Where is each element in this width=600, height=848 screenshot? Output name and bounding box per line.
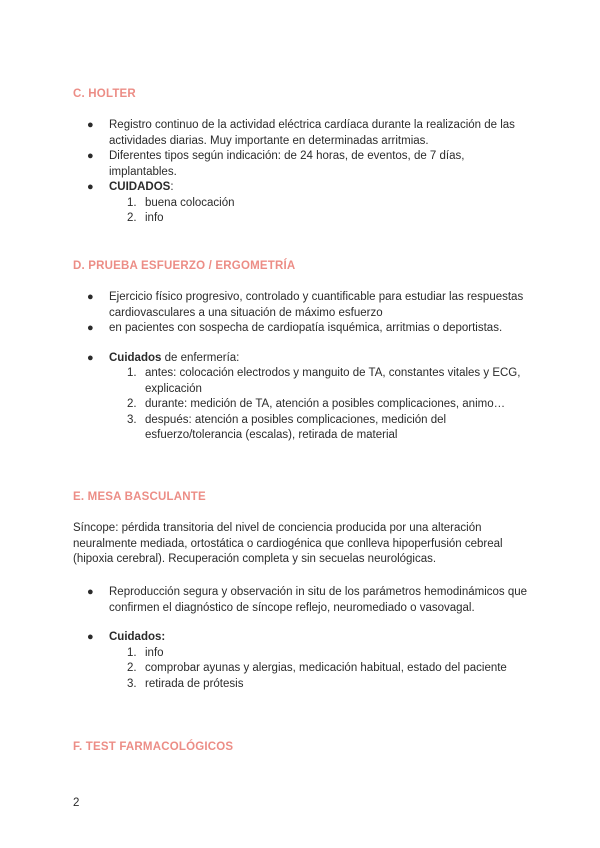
bullet-marker: ● bbox=[87, 351, 94, 364]
list-item: ● en pacientes con sospecha de cardiopatía isquémica, arritmias o deportistas. bbox=[73, 321, 533, 337]
section-heading-farmaco: F. TEST FARMACOLÓGICOS bbox=[73, 741, 234, 753]
list-item: 2. info bbox=[127, 212, 164, 224]
page-number: 2 bbox=[73, 797, 80, 809]
list-item: 2. durante: medición de TA, atención a posibles complicaciones, animo… bbox=[127, 398, 506, 410]
mesa-bullet-list bbox=[73, 585, 533, 692]
list-item: ● Ejercicio físico progresivo, controlado y cuantificable para estudiar las respuestas cardiovasculares a una situación de máximo esfuerzo bbox=[87, 291, 524, 319]
care-label: Cuidados: bbox=[109, 631, 166, 643]
care-label: Cuidados bbox=[109, 351, 162, 364]
list-item: 3. después: atención a posibles complicaciones, medición del esfuerzo/tolerancia (escalas), retirada de material bbox=[127, 413, 447, 441]
esfuerzo-care-list bbox=[109, 366, 533, 444]
list-item: 1. buena colocación bbox=[127, 196, 235, 209]
holter-bullet-list bbox=[73, 118, 533, 227]
list-item: ● Cuidados de enfermería: 1. antes: colocación electrodos y manguito de TA, constantes vitales y ECG, explicación 2. durante: medición de TA, atención a posibles complicaciones, animo… 3. después: atención a posibles complicaciones, medición del esfuerzo/tolerancia (escalas), retirada de material bbox=[73, 351, 533, 444]
syncope-definition: Síncope: pérdida transitoria del nivel de conciencia producida por una alteración neuralmente mediada, ortostática o cardiogénica que conlleva hipoperfusión cebreal (hipoxia cerebral). Recuperación completa y sin secuelas neurológicas. bbox=[73, 522, 503, 565]
list-item: ● Diferentes tipos según indicación: de 24 horas, de eventos, de 7 días, implantables. bbox=[87, 150, 465, 178]
bullet-marker: ● bbox=[87, 119, 94, 131]
list-item: 1. info bbox=[127, 646, 164, 659]
list-item: ● CUIDADOS: 1. buena colocación 2. info bbox=[73, 180, 533, 227]
spacer bbox=[73, 337, 533, 351]
bullet-marker: ● bbox=[87, 631, 94, 643]
list-item: 2. comprobar ayunas y alergias, medicación habitual, estado del paciente bbox=[127, 662, 507, 674]
mesa-care-list bbox=[109, 646, 533, 693]
esfuerzo-bullet-list bbox=[73, 290, 533, 444]
list-item: ● Reproducción segura y observación in situ de los parámetros hemodinámicos que confirmen el diagnóstico de síncope reflejo, neuromediado o vasovagal. bbox=[87, 586, 528, 614]
bullet-marker: ● bbox=[87, 586, 94, 598]
list-item: 1. antes: colocación electrodos y manguito de TA, constantes vitales y ECG, explicación bbox=[127, 367, 521, 395]
list-item: ● Registro continuo de la actividad eléctrica cardíaca durante la realización de las actividades diarias. Muy importante en determinadas arritmias. bbox=[87, 119, 515, 147]
bullet-marker: ● bbox=[87, 181, 94, 193]
spacer bbox=[73, 616, 533, 630]
care-label: CUIDADOS bbox=[109, 181, 171, 193]
bullet-marker: ● bbox=[87, 291, 94, 303]
section-heading-holter: C. HOLTER bbox=[73, 88, 136, 100]
list-item: 3. retirada de prótesis bbox=[127, 677, 244, 690]
bullet-marker: ● bbox=[87, 322, 94, 334]
section-heading-mesa: E. MESA BASCULANTE bbox=[73, 491, 206, 503]
list-item bbox=[73, 630, 533, 692]
bullet-marker: ● bbox=[87, 150, 94, 162]
holter-care-list bbox=[109, 196, 533, 227]
section-heading-esfuerzo: D. PRUEBA ESFUERZO / ERGOMETRÍA bbox=[73, 260, 296, 272]
